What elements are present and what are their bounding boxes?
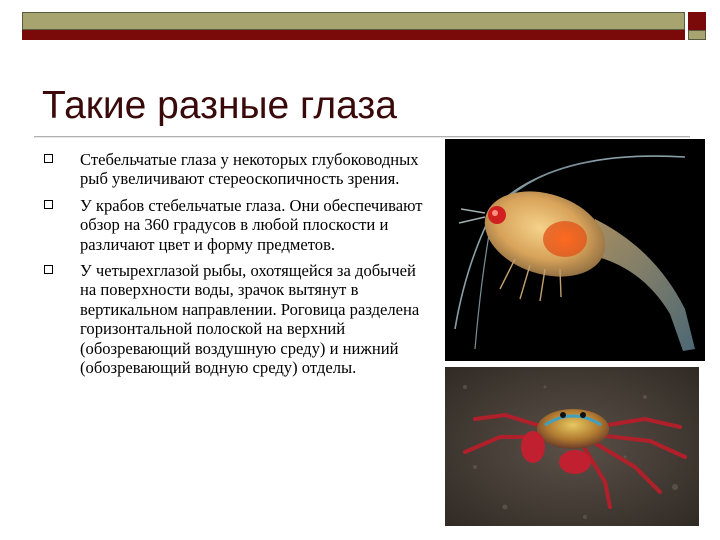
- bullet-text: У четырехглазой рыбы, охотящейся за добычей на поверхности воды, зрачок вытянут в вертикальном направлении. Роговица разделена горизонтальной полоской на верхний (обозревающий воздушную среду) и нижний (обозревающий водную среду) отделы.: [80, 261, 420, 378]
- header-square-olive: [688, 30, 706, 40]
- crab-photo: [445, 367, 699, 526]
- bullet-item: [44, 261, 424, 377]
- bullet-list: [44, 150, 424, 384]
- title-divider: [34, 136, 690, 137]
- header-square-maroon: [688, 12, 706, 30]
- bullet-text: У крабов стебельчатые глаза. Они обеспечивают обзор на 360 градусов в любой плоскости и различают цвет и форму предметов.: [80, 195, 423, 254]
- square-bullet-icon: [44, 265, 53, 274]
- square-bullet-icon: [44, 154, 53, 163]
- square-bullet-icon: [44, 200, 53, 209]
- shrimp-photo: [445, 139, 705, 361]
- slide-title: Такие разные глаза: [42, 84, 397, 127]
- bullet-text: Стебельчатые глаза у некоторых глубоководных рыб увеличивают стереоскопичность зрения.: [80, 150, 419, 189]
- bullet-item: [44, 150, 424, 189]
- header-bar-olive: [22, 12, 685, 30]
- header-bar-maroon: [22, 30, 685, 40]
- bullet-item: [44, 196, 424, 254]
